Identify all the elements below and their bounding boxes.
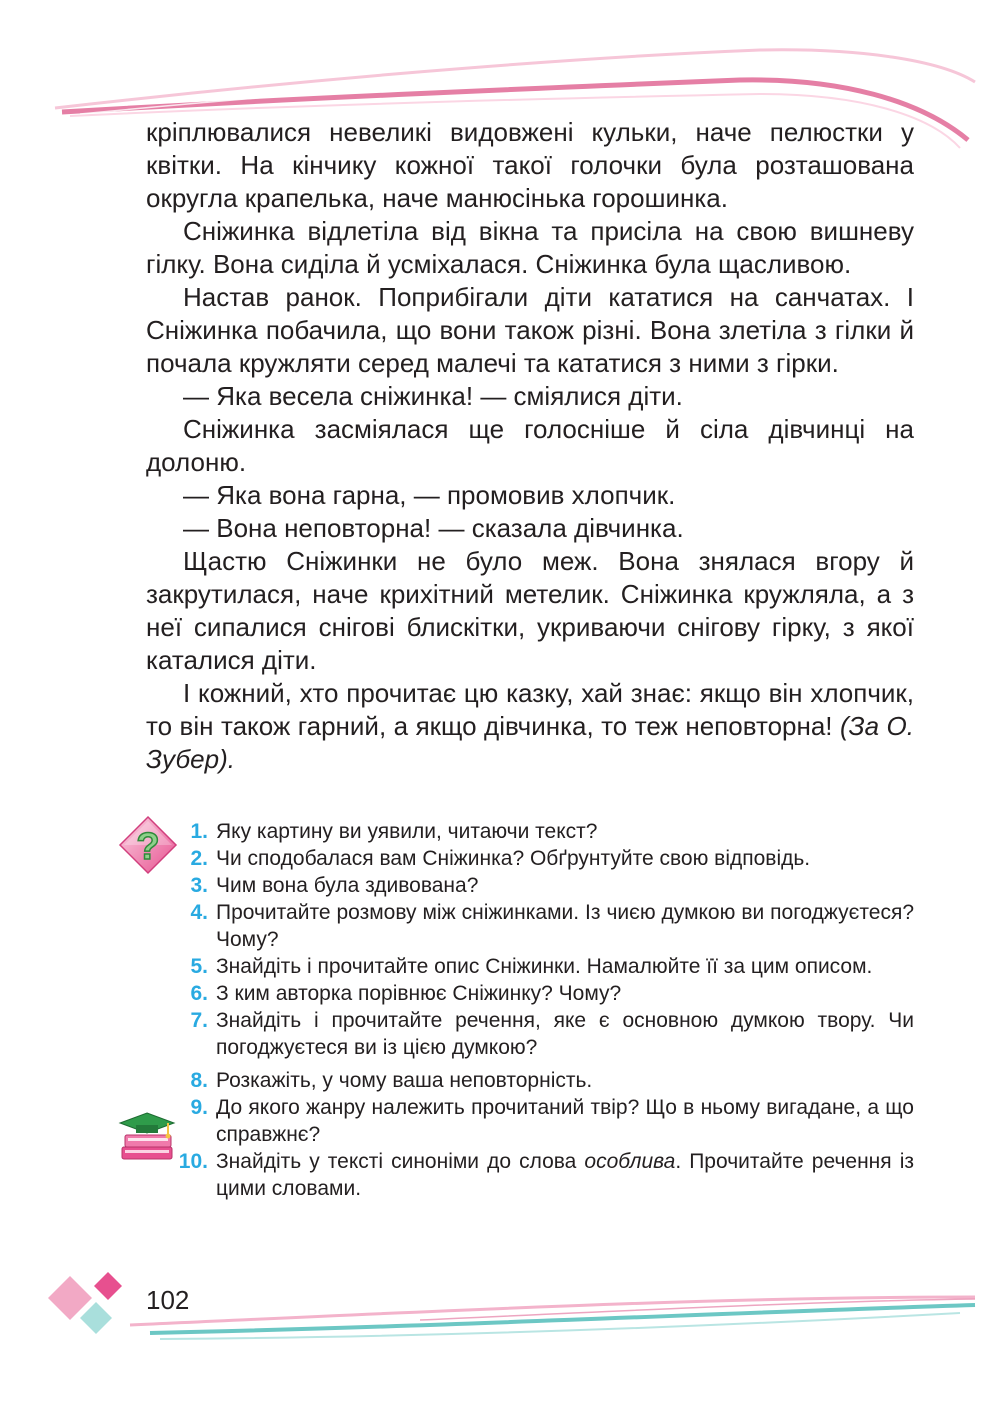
page-number: 102 [146,1285,190,1315]
question-item-3 [170,872,914,899]
story-source: (За О. Зубер). [146,711,914,774]
question-item-8 [170,1067,914,1094]
question-number: 3. [190,874,208,897]
question-item-10 [170,1148,914,1202]
question-text [216,1148,914,1202]
question-text: Знайдіть і прочитайте опис Сніжинки. Намалюйте її за цим описом. [216,955,873,978]
question-text: Яку картину ви уявили, читаючи текст? [216,820,598,843]
question-text-after: . Прочитайте речення із цими словами. [216,1150,914,1200]
story-paragraph-2: Сніжинка відлетіла від вікна та присіла на свою вишневу гілку. Вона сиділа й усміхалася. Сніжинка була щасливою. [146,216,914,279]
question-text: Розкажіть, у чому ваша неповторність. [216,1069,593,1092]
question-item-4 [170,899,914,953]
question-mark-diamond-icon [118,815,178,877]
books-graduation-cap-icon [116,1107,178,1165]
diamond-ornament-icon [44,1268,130,1334]
question-text-before: Знайдіть у тексті синоніми до слова [216,1150,585,1173]
question-item-2 [170,845,914,872]
story-paragraph-4: — Яка весела сніжинка! — сміялися діти. [183,381,683,411]
question-number: 5. [190,955,208,978]
story-paragraph-9 [146,677,914,776]
story-paragraph-5: Сніжинка засміялася ще голосніше й сіла дівчинці на долоню. [146,414,914,477]
question-item-6 [170,980,914,1007]
question-text: Прочитайте розмову між сніжинками. Із чиєю думкою ви погоджуєтеся? Чому? [216,901,914,951]
question-emphasis-word: особлива [584,1150,676,1173]
question-number: 7. [190,1009,208,1032]
question-text: Чим вона була здивована? [216,874,479,897]
question-list-1 [170,818,914,1061]
question-number: 9. [190,1096,208,1119]
question-number: 2. [190,847,208,870]
question-number: 6. [190,982,208,1005]
question-item-9 [170,1094,914,1148]
question-number: 1. [190,820,208,843]
story-paragraph-1: кріплювалися невеликі видовжені кульки, наче пелюстки у квітки. На кінчику кожної такої голочки була розташована округла крапелька, наче манюсінька горошинка. [146,117,914,213]
story-paragraph-6: — Яка вона гарна, — промовив хлопчик. [183,480,676,510]
question-number: 8. [190,1069,208,1092]
question-item-1 [170,818,914,845]
question-item-7 [170,1007,914,1061]
story-last-paragraph-text: І кожний, хто прочитає цю казку, хай знає: якщо він хлопчик, то він також гарний, а якщо дівчинка, то теж неповторна! [146,678,914,741]
question-item-5 [170,953,914,980]
svg-text:?: ? [136,826,160,868]
story-paragraph-7: — Вона неповторна! — сказала дівчинка. [183,513,684,543]
question-text: З ким авторка порівнює Сніжинку? Чому? [216,982,622,1005]
question-text: Чи сподобалася вам Сніжинка? Обґрунтуйте свою відповідь. [216,847,811,870]
question-number: 4. [190,901,208,924]
question-text: Знайдіть і прочитайте речення, яке є основною думкою твору. Чи погоджуєтеся ви із цією думкою? [216,1009,914,1059]
question-number: 10. [178,1150,208,1173]
story-text [146,116,914,776]
question-text: До якого жанру належить прочитаний твір? Що в ньому вигадане, а що справжнє? [216,1096,914,1146]
question-list-2 [170,1067,914,1202]
story-paragraph-8: Щастю Сніжинки не було меж. Вона знялася вгору й закрутилася, наче крихітний метелик. Сніжинка кружляла, а з неї сипалися снігові блискітки, укриваючи снігову гірку, з якої каталися діти. [146,546,914,675]
story-paragraph-3: Настав ранок. Поприбігали діти кататися на санчатах. І Сніжинка побачила, що вони також різні. Вона злетіла з гілки й почала кружляти серед малечі та кататися з ними з гірки. [146,282,914,378]
questions-section [170,818,914,1202]
